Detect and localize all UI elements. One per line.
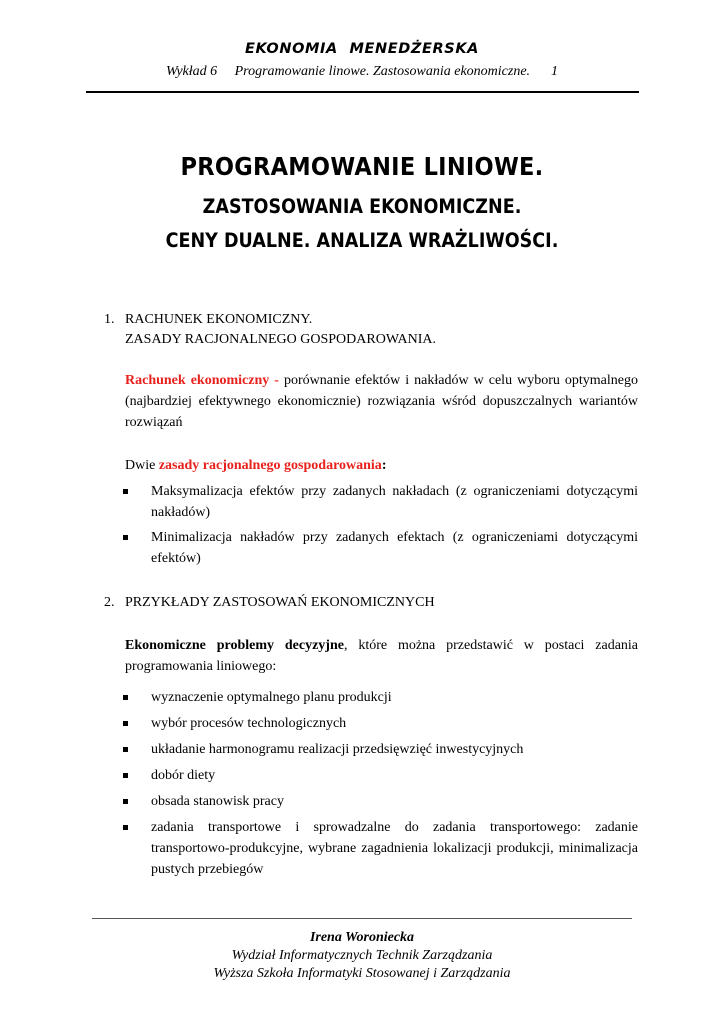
header-divider — [86, 91, 639, 93]
bullet-square-icon — [123, 489, 128, 494]
list-item — [151, 791, 638, 812]
section-1-heading — [104, 310, 436, 350]
list-item — [151, 527, 638, 569]
problems-term: Ekonomiczne problemy decyzyjne — [125, 638, 344, 653]
list-item — [151, 739, 638, 760]
page-title-line-2: ZASTOSOWANIA EKONOMICZNE. — [202, 195, 522, 218]
list-item — [151, 817, 638, 880]
definition-term: Rachunek ekonomiczny - — [125, 373, 279, 388]
list-item-text: wyznaczenie optymalnego planu produkcji — [151, 690, 392, 705]
rules-intro — [125, 455, 638, 476]
footer-author: Irena Woroniecka — [309, 930, 415, 945]
list-item-text: wybór procesów technologicznych — [151, 716, 347, 731]
running-header-subtitle: Wykład 6 Programowanie linowe. Zastosowania ekonomiczne. 1 — [165, 64, 559, 79]
rules-suffix: : — [381, 458, 387, 473]
list-item-text: zadania transportowe i sprowadzalne do zadania transportowego: zadanie transportowo-produkcyjne, wybrane zagadnienia lokalizacji produkcji, minimalizacja pustych przebiegów — [151, 820, 638, 877]
section-1-heading-line-1: RACHUNEK EKONOMICZNY. — [125, 312, 313, 327]
list-item-text: obsada stanowisk pracy — [151, 794, 284, 809]
page-title-line-1: PROGRAMOWANIE LINIOWE. — [180, 152, 544, 181]
list-item-text: Minimalizacja nakładów przy zadanych efektach (z ograniczeniami dotyczącymi efektów) — [151, 530, 638, 566]
list-item — [151, 481, 638, 523]
list-item-text: układanie harmonogramu realizacji przedsięwzięć inwestycyjnych — [151, 742, 524, 757]
bullet-square-icon — [123, 799, 128, 804]
list-item-text: dobór diety — [151, 768, 216, 783]
definition-text: porównanie efektów i nakładów w celu wyboru optymalnego (najbardziej efektywnego ekonomicznie) rozwiązania wśród dopuszczalnych wariantów rozwiązań — [125, 373, 639, 430]
section-2-number: 2. — [104, 595, 115, 610]
bullet-square-icon — [123, 825, 128, 830]
bullet-square-icon — [123, 535, 128, 540]
problems-text: , które można przedstawić w postaci zadania programowania liniowego: — [125, 638, 639, 674]
rules-prefix: Dwie — [125, 458, 159, 473]
section-1-heading-line-2: ZASADY RACJONALNEGO GOSPODAROWANIA. — [125, 332, 436, 347]
list-item — [151, 713, 638, 734]
bullet-square-icon — [123, 747, 128, 752]
bullet-square-icon — [123, 695, 128, 700]
running-header-title: EKONOMIA MENEDŻERSKA — [245, 41, 479, 57]
section-2-heading — [104, 593, 435, 613]
list-item — [151, 765, 638, 786]
page-title-line-3: CENY DUALNE. ANALIZA WRAŻLIWOŚCI. — [165, 229, 559, 252]
rules-term: zasady racjonalnego gospodarowania — [158, 458, 382, 473]
footer-faculty: Wydział Informatycznych Technik Zarządzania — [231, 948, 493, 963]
bullet-square-icon — [123, 773, 128, 778]
section-1-number: 1. — [104, 312, 115, 327]
bullet-square-icon — [123, 721, 128, 726]
list-item — [151, 687, 638, 708]
problems-intro — [125, 635, 638, 677]
definition-paragraph — [125, 370, 638, 433]
list-item-text: Maksymalizacja efektów przy zadanych nakładach (z ograniczeniami dotyczącymi nakładów) — [151, 484, 638, 520]
footer-divider — [92, 918, 632, 919]
section-2-heading-text: PRZYKŁADY ZASTOSOWAŃ EKONOMICZNYCH — [125, 595, 435, 610]
footer-school: Wyższa Szkoła Informatyki Stosowanej i Zarządzania — [213, 966, 511, 981]
